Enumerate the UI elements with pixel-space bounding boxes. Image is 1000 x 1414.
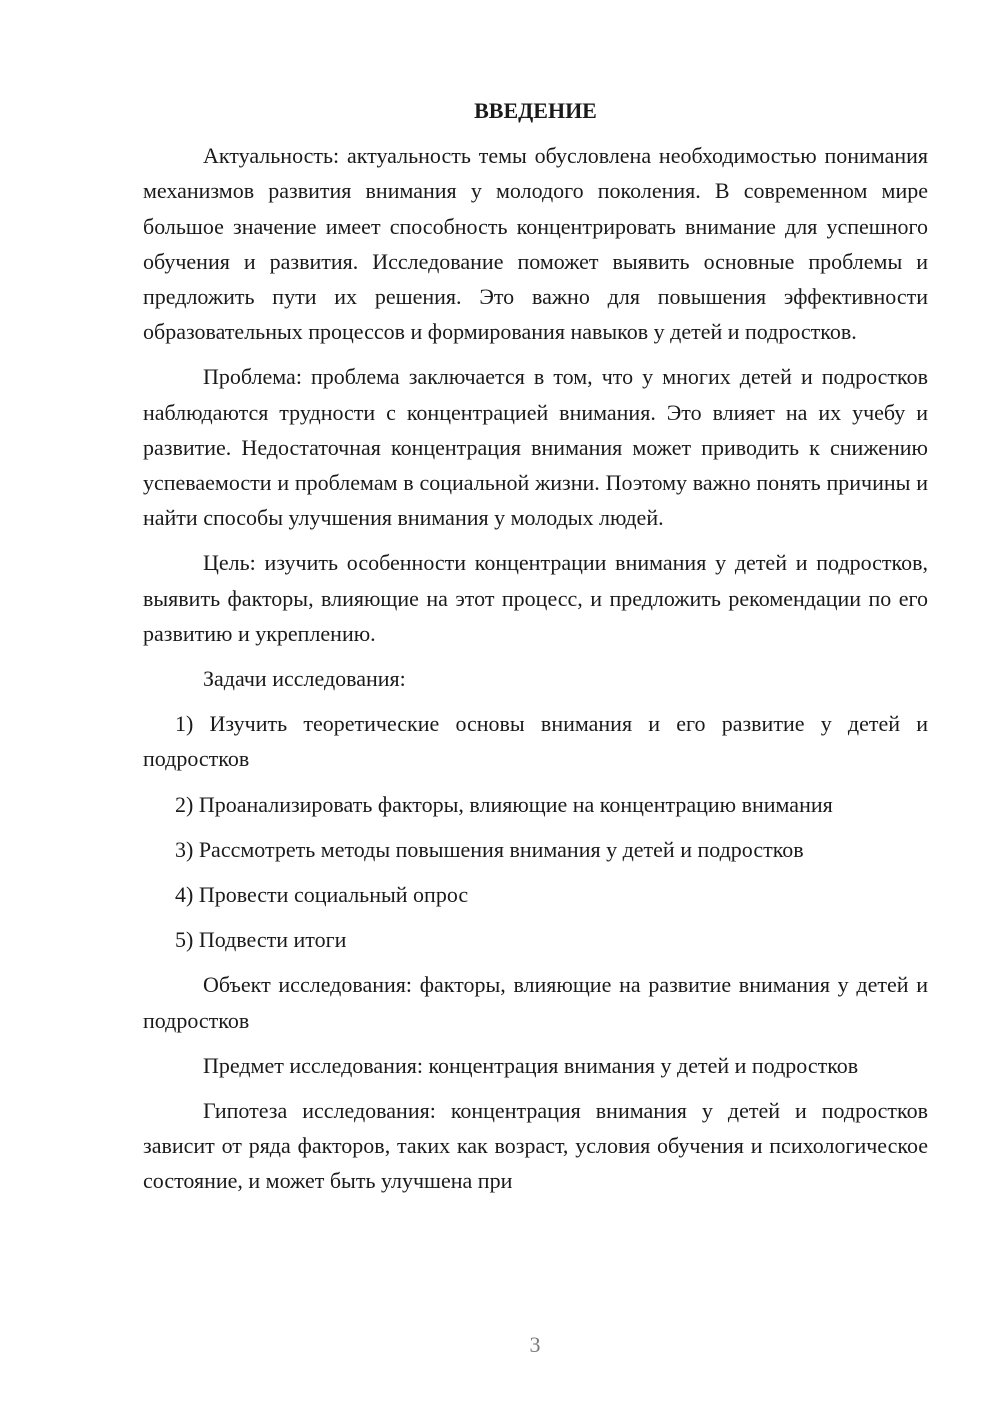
task-item-5: 5) Подвести итоги: [175, 927, 347, 953]
section-title: ВВЕДЕНИЕ: [474, 98, 597, 123]
subject-paragraph: Предмет исследования: концентрация внимания у детей и подростков: [203, 1052, 859, 1078]
task-item-1: 1) Изучить теоретические основы внимания и его развитие у детей и подростков: [143, 711, 928, 772]
relevance-paragraph: Актуальность: актуальность темы обусловлена необходимостью понимания механизмов развития внимания у молодого поколения. В современном мире большое значение имеет способность концентрировать внимание для успешного обучения и развития. Исследование поможет выявить основные проблемы и предложить пути их решения. Это важно для повышения эффективности образовательных процессов и формирования навыков у детей и подростков.: [143, 143, 928, 345]
tasks-heading: Задачи исследования:: [203, 666, 406, 692]
task-item-4: 4) Провести социальный опрос: [175, 882, 469, 908]
problem-paragraph: Проблема: проблема заключается в том, что у многих детей и подростков наблюдаются трудности с концентрацией внимания. Это влияет на их учебу и развитие. Недостаточная концентрация внимания может приводить к снижению успеваемости и проблемам в социальной жизни. Поэтому важно понять причины и найти способы улучшения внимания у молодых людей.: [143, 364, 928, 531]
task-item-3: 3) Рассмотреть методы повышения внимания у детей и подростков: [175, 836, 804, 862]
task-item-2: 2) Проанализировать факторы, влияющие на концентрацию внимания: [175, 791, 833, 817]
hypothesis-paragraph: Гипотеза исследования: концентрация внимания у детей и подростков зависит от ряда факторов, таких как возраст, условия обучения и психологическое состояние, и может быть улучшена при: [143, 1098, 928, 1194]
page-number: 3: [529, 1332, 541, 1357]
goal-paragraph: Цель: изучить особенности концентрации внимания у детей и подростков, выявить факторы, влияющие на этот процесс, и предложить рекомендации по его развитию и укреплению.: [143, 550, 928, 646]
page-body: [143, 93, 928, 1209]
object-paragraph: Объект исследования: факторы, влияющие на развитие внимания у детей и подростков: [143, 972, 928, 1033]
